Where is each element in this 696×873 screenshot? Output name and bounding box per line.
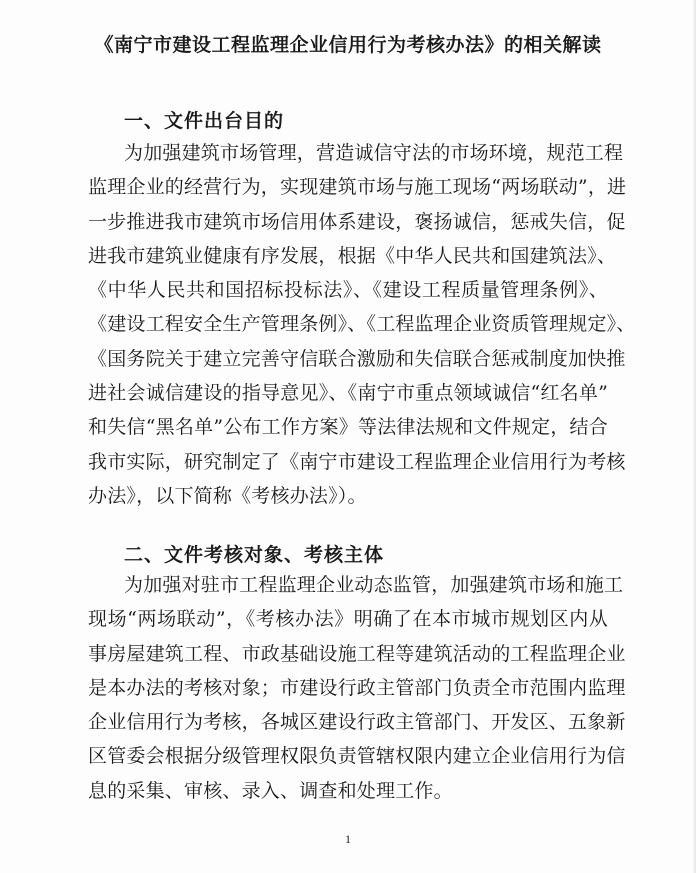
document-title: 《南宁市建设工程监理企业信用行为考核办法》的相关解读 [94,34,602,56]
paragraph-line: 现场“两场联动”，《考核办法》明确了在本市城市规划区内从 [88,608,608,631]
paragraph-line: 事房屋建筑工程、市政基础设施工程等建筑活动的工程监理企业 [88,642,626,665]
paragraph-line: 《建设工程安全生产管理条例》、《工程监理企业资质管理规定》、 [88,313,636,336]
scan-edge-shadow [692,0,696,873]
paragraph-line: 和失信“黑名单”公布工作方案》等法律法规和文件规定，结合 [88,416,608,439]
paragraph-line: 企业信用行为考核，各城区建设行政主管部门、开发区、五象新 [88,711,626,734]
paragraph-line: 进社会诚信建设的指导意见》、《南宁市重点领域诚信“红名单” [88,382,608,405]
paragraph-line: 进我市建筑业健康有序发展，根据《中华人民共和国建筑法》、 [88,244,617,267]
paragraph-line: 为加强建筑市场管理，营造诚信守法的市场环境，规范工程 [124,142,624,164]
paragraph-line: 我市实际，研究制定了《南宁市建设工程监理企业信用行为考核 [88,450,626,473]
paragraph-line: 办法》，以下简称《考核办法》）。 [88,484,367,507]
page-number: 1 [345,832,351,846]
paragraph-line: 《国务院关于建立完善守信联合激励和失信联合惩戒制度加快推 [88,347,626,370]
paragraph-line: 一步推进我市建筑市场信用体系建设，褒扬诚信，惩戒失信，促 [88,210,626,233]
paragraph-line: 息的采集、审核、录入、调查和处理工作。 [88,779,453,802]
paragraph-line: 监理企业的经营行为，实现建筑市场与施工现场“两场联动”，进 [88,176,627,199]
paragraph-line: 是本办法的考核对象；市建设行政主管部门负责全市范围内监理 [88,676,626,699]
section-heading-purpose: 一、文件出台目的 [124,110,285,132]
paragraph-line: 《中华人民共和国招标投标法》、《建设工程质量管理条例》、 [88,279,608,302]
section-heading-scope: 二、文件考核对象、考核主体 [124,544,385,566]
section-paragraph-scope [88,568,626,808]
paragraph-line: 区管委会根据分级管理权限负责管辖权限内建立企业信用行为信 [88,745,626,768]
section-paragraph-purpose [88,136,636,513]
paragraph-line: 为加强对驻市工程监理企业动态监管，加强建筑市场和施工 [124,574,624,596]
